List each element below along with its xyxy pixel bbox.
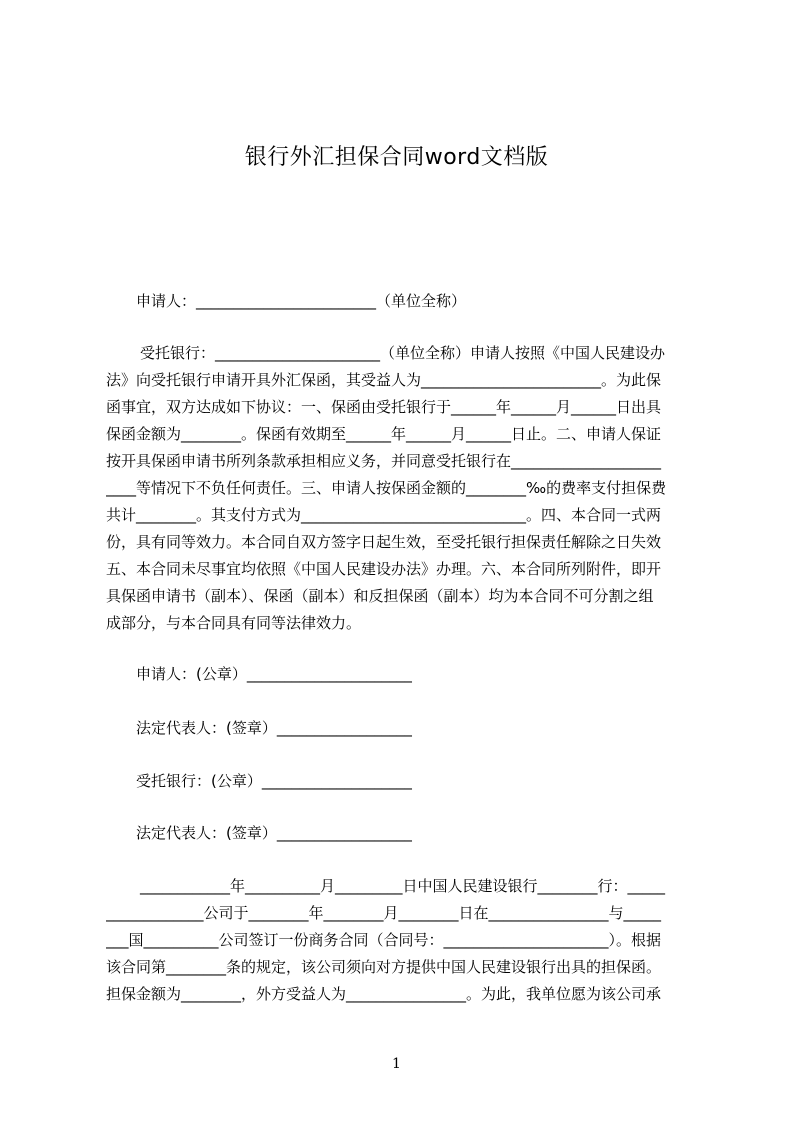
paragraph-line: 成部分，与本合同具有同等法律效力。 bbox=[106, 614, 362, 632]
guarantee-paragraph bbox=[106, 873, 702, 1008]
applicant-line: 申请人：________________________（单位全称） bbox=[136, 292, 467, 310]
paragraph-line: 该合同第________条的规定，该公司须向对方提供中国人民建设银行出具的担保函。 bbox=[106, 958, 662, 976]
signature-applicant: 申请人：(公章）______________________ bbox=[136, 665, 412, 683]
signature-bank: 受托银行：(公章）____________________ bbox=[136, 772, 412, 790]
paragraph-line: 按开具保函申请书所列条款承担相应义务，并同意受托银行在____________________ bbox=[106, 452, 662, 470]
paragraph-line: 受托银行：______________________（单位全称）申请人按照《中国人民建设办 bbox=[140, 344, 666, 362]
paragraph-line: ____等情况下不负任何责任。三、申请人按保函金额的________‰的费率支付担保费 bbox=[106, 479, 667, 497]
agreement-paragraph bbox=[106, 340, 702, 637]
document-title: 银行外汇担保合同word文档版 bbox=[244, 145, 549, 170]
paragraph-line: 五、本合同未尽事宜均依照《中国人民建设办法》办理。六、本合同所列附件，即开 bbox=[106, 560, 662, 578]
paragraph-line: 具保函申请书（副本）、保函（副本）和反担保函（副本）均为本合同不可分割之组 bbox=[106, 587, 654, 605]
paragraph-line: 共计________。其支付方式为______________________________。四、本合同一式两 bbox=[106, 506, 662, 524]
page-number: 1 bbox=[392, 1056, 401, 1072]
signature-legal-rep-2: 法定代表人：(签章）__________________ bbox=[136, 824, 412, 842]
paragraph-line: 担保金额为________，外方受益人为________________。为此，我单位愿为该公司承 bbox=[106, 985, 662, 1003]
paragraph-line: 法》向受托银行申请开具外汇保函，其受益人为________________________。为此保 bbox=[106, 371, 662, 389]
paragraph-line: ___国__________公司签订一份商务合同（合同号：______________________）。根据 bbox=[106, 931, 662, 949]
paragraph-line: _____________公司于________年________月________日在________________与_____ bbox=[106, 904, 662, 922]
paragraph-line: 份，具有同等效力。本合同自双方签字日起生效，至受托银行担保责任解除之日失效 bbox=[106, 533, 662, 551]
signature-legal-rep: 法定代表人：(签章）__________________ bbox=[136, 719, 412, 737]
paragraph-line: 保函金额为________。保函有效期至______年______月______日止。二、申请人保证 bbox=[106, 425, 662, 443]
paragraph-line: ____________年__________月_________日中国人民建设银行________行：_____ bbox=[140, 877, 666, 895]
paragraph-line: 函事宜，双方达成如下协议：一、保函由受托银行于______年______月______日出具 bbox=[106, 398, 662, 416]
